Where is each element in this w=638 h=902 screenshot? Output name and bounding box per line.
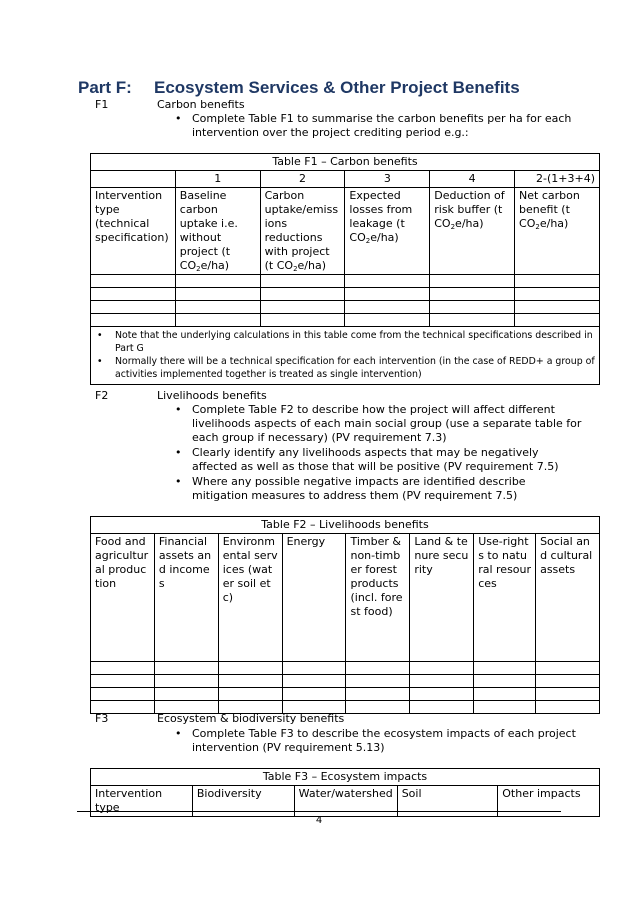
- f1-bullet-text: Complete Table F1 to summarise the carbon benefits per ha for each intervention over the project crediting period e.g.:: [192, 112, 572, 139]
- table-f1-col-number: 1: [175, 171, 260, 188]
- f2-heading: [95, 389, 495, 403]
- table-row: [91, 301, 600, 314]
- table-f3: [90, 768, 600, 817]
- table-row: [91, 675, 600, 688]
- table-f1-header: Deduction of risk buffer (t $CO_2e/ha$): [430, 188, 515, 275]
- table-f1-header: Net carbon benefit (t $CO_2e/ha$): [515, 188, 600, 275]
- f3-number: F3: [95, 712, 109, 725]
- table-row: [91, 288, 600, 301]
- table-f1-header-row: [91, 188, 600, 275]
- f1-title: Carbon benefits: [157, 98, 245, 111]
- f3-bullet: [175, 727, 582, 755]
- table-f1-number-row: [91, 171, 600, 188]
- table-f2-header: Land & tenure security: [410, 534, 474, 662]
- bullet-icon: •: [175, 727, 182, 740]
- table-row: [91, 662, 600, 675]
- bullet-icon: •: [175, 475, 182, 488]
- f2-bullet: • Complete Table F2 to describe how the project will affect different livelihoods aspects of each main social group (use a separate table for each group if necessary) (PV requirement 7.3): [175, 403, 582, 444]
- f1-bullet: [175, 112, 582, 140]
- bullet-icon: •: [175, 112, 182, 125]
- table-f1-header: Intervention type (technical specification): [91, 188, 176, 275]
- note-item: • Note that the underlying calculations in this table come from the technical specifications described in Part G: [97, 330, 593, 354]
- table-f2-header: Social and cultural assets: [536, 534, 600, 662]
- table-f3-caption: Table F3 – Ecosystem impacts: [91, 769, 600, 786]
- table-f3-header: Biodiversity: [192, 786, 294, 817]
- f2-title: Livelihoods benefits: [157, 389, 267, 402]
- note-item: • Normally there will be a technical specification for each intervention (in the case of REDD+ a group of activities implemented together is treated as single intervention): [97, 356, 595, 380]
- table-f1-col-number: 3: [345, 171, 430, 188]
- table-f1-col-number: 2: [260, 171, 345, 188]
- part-label: Part F:: [78, 78, 132, 97]
- bullet-icon: •: [175, 446, 182, 459]
- table-f1-col-number: [91, 171, 176, 188]
- f1-number: F1: [95, 98, 109, 111]
- table-f1-header: Expected losses from leakage (t $CO_2e/ha$): [345, 188, 430, 275]
- table-f3-header: Water/watershed: [294, 786, 397, 817]
- f2-bullet: • Clearly identify any livelihoods aspects that may be negatively affected as well as those that will be positive (PV requirement 7.5): [175, 446, 559, 473]
- table-row: [91, 275, 600, 288]
- table-f2-caption: Table F2 – Livelihoods benefits: [91, 517, 600, 534]
- f3-bullet-text: Complete Table F3 to describe the ecosystem impacts of each project intervention (PV requirement 5.13): [192, 727, 576, 754]
- f3-title: Ecosystem & biodiversity benefits: [157, 712, 345, 725]
- part-title: [78, 78, 520, 98]
- table-f2-header: Timber & non-timber forest products (incl. forest food): [346, 534, 410, 662]
- table-f2-header: Use-rights to natural resources: [474, 534, 536, 662]
- table-f1-header: Baseline carbon uptake i.e. without project (t $CO_2e/ha$): [175, 188, 260, 275]
- table-f1-col-number: 4: [430, 171, 515, 188]
- page-number: 4: [315, 815, 323, 826]
- bullet-icon: •: [175, 403, 182, 416]
- table-row: [91, 688, 600, 701]
- table-f2: [90, 516, 600, 714]
- table-f2-header: Energy: [282, 534, 346, 662]
- table-f2-header-row: [91, 534, 600, 662]
- bullet-icon: •: [97, 356, 103, 367]
- footer-divider: [77, 811, 561, 812]
- table-row: [91, 314, 600, 327]
- table-f2-header: Environmental services (water soil etc): [218, 534, 282, 662]
- f3-heading: [95, 712, 495, 726]
- bullet-icon: •: [97, 330, 103, 341]
- f1-heading: [95, 98, 495, 112]
- table-f2-header: Food and agricultural production: [91, 534, 155, 662]
- table-f1-header: Carbon uptake/emissions reductions with project (t $CO_2e/ha$): [260, 188, 345, 275]
- table-f1-notes: [91, 327, 600, 385]
- table-f1-col-number: 2-(1+3+4): [515, 171, 600, 188]
- f2-bullet: • Where any possible negative impacts are identified describe mitigation measures to address them (PV requirement 7.5): [175, 475, 526, 502]
- table-f1-caption: Table F1 – Carbon benefits: [91, 154, 600, 171]
- table-f1: [90, 153, 600, 385]
- table-f2-header: Financial assets and incomes: [154, 534, 218, 662]
- table-f3-header: Soil: [397, 786, 498, 817]
- f2-number: F2: [95, 389, 109, 402]
- table-f3-header: Other impacts: [498, 786, 600, 817]
- part-heading: Ecosystem Services & Other Project Benefits: [154, 78, 520, 97]
- table-f3-header: Intervention type: [91, 786, 193, 817]
